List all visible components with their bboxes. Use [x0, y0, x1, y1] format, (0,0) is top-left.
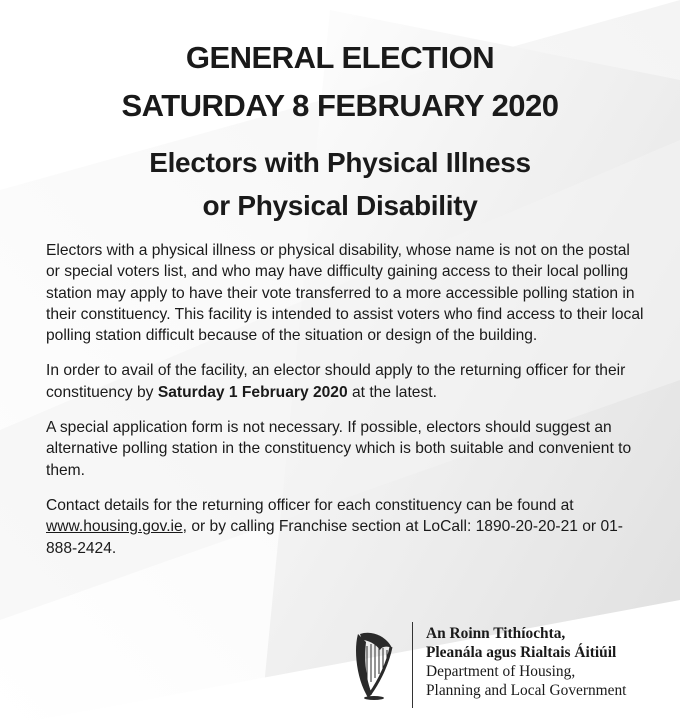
department-english-line-1: Department of Housing,: [426, 663, 576, 680]
paragraph-4-text: Contact details for the returning officer for each constituency can be found at: [46, 496, 574, 514]
deadline-date: Saturday 1 February 2020: [157, 383, 348, 401]
paragraph-3: A special application form is not necessary. If possible, electors should suggest an alternative polling station in the constituency which is both suitable and convenient to them.: [46, 419, 632, 479]
paragraph-4: [46, 495, 646, 559]
paragraph-2: [46, 360, 646, 403]
harp-icon: [352, 628, 396, 702]
website-link[interactable]: www.housing.gov.ie: [46, 518, 183, 536]
headline-line-2: SATURDAY 8 FEBRUARY 2020: [121, 88, 559, 123]
department-name: [426, 624, 676, 700]
body-text: [46, 240, 646, 573]
paragraph-2-text: In order to avail of the facility, an elector should apply to the returning officer for their constituency by: [46, 362, 626, 401]
paragraph-4-end: , or by calling Franchise section at LoCall: 1890-20-20-21 or 01-888-2424.: [46, 518, 623, 557]
headline-line-1: GENERAL ELECTION: [185, 40, 495, 75]
paragraph-1: Electors with a physical illness or physical disability, whose name is not on the postal or special voters list, and who may have difficulty gaining access to their local polling station may apply to have their vote transferred to a more accessible polling station in their constituency. This facility is intended to assist voters who find access to their local polling station difficult because of the situation or design of the building.: [46, 242, 644, 345]
department-irish-line-2: Pleanála agus Rialtais Áitiúil: [426, 644, 617, 661]
logo-divider: [412, 622, 413, 708]
subheading-line-1: Electors with Physical Illness: [149, 147, 531, 178]
paragraph-2-end: at the latest.: [347, 383, 437, 401]
department-english-line-2: Planning and Local Government: [426, 682, 627, 699]
subheading-line-2: or Physical Disability: [202, 190, 478, 221]
department-irish-line-1: An Roinn Tithíochta,: [426, 625, 566, 642]
